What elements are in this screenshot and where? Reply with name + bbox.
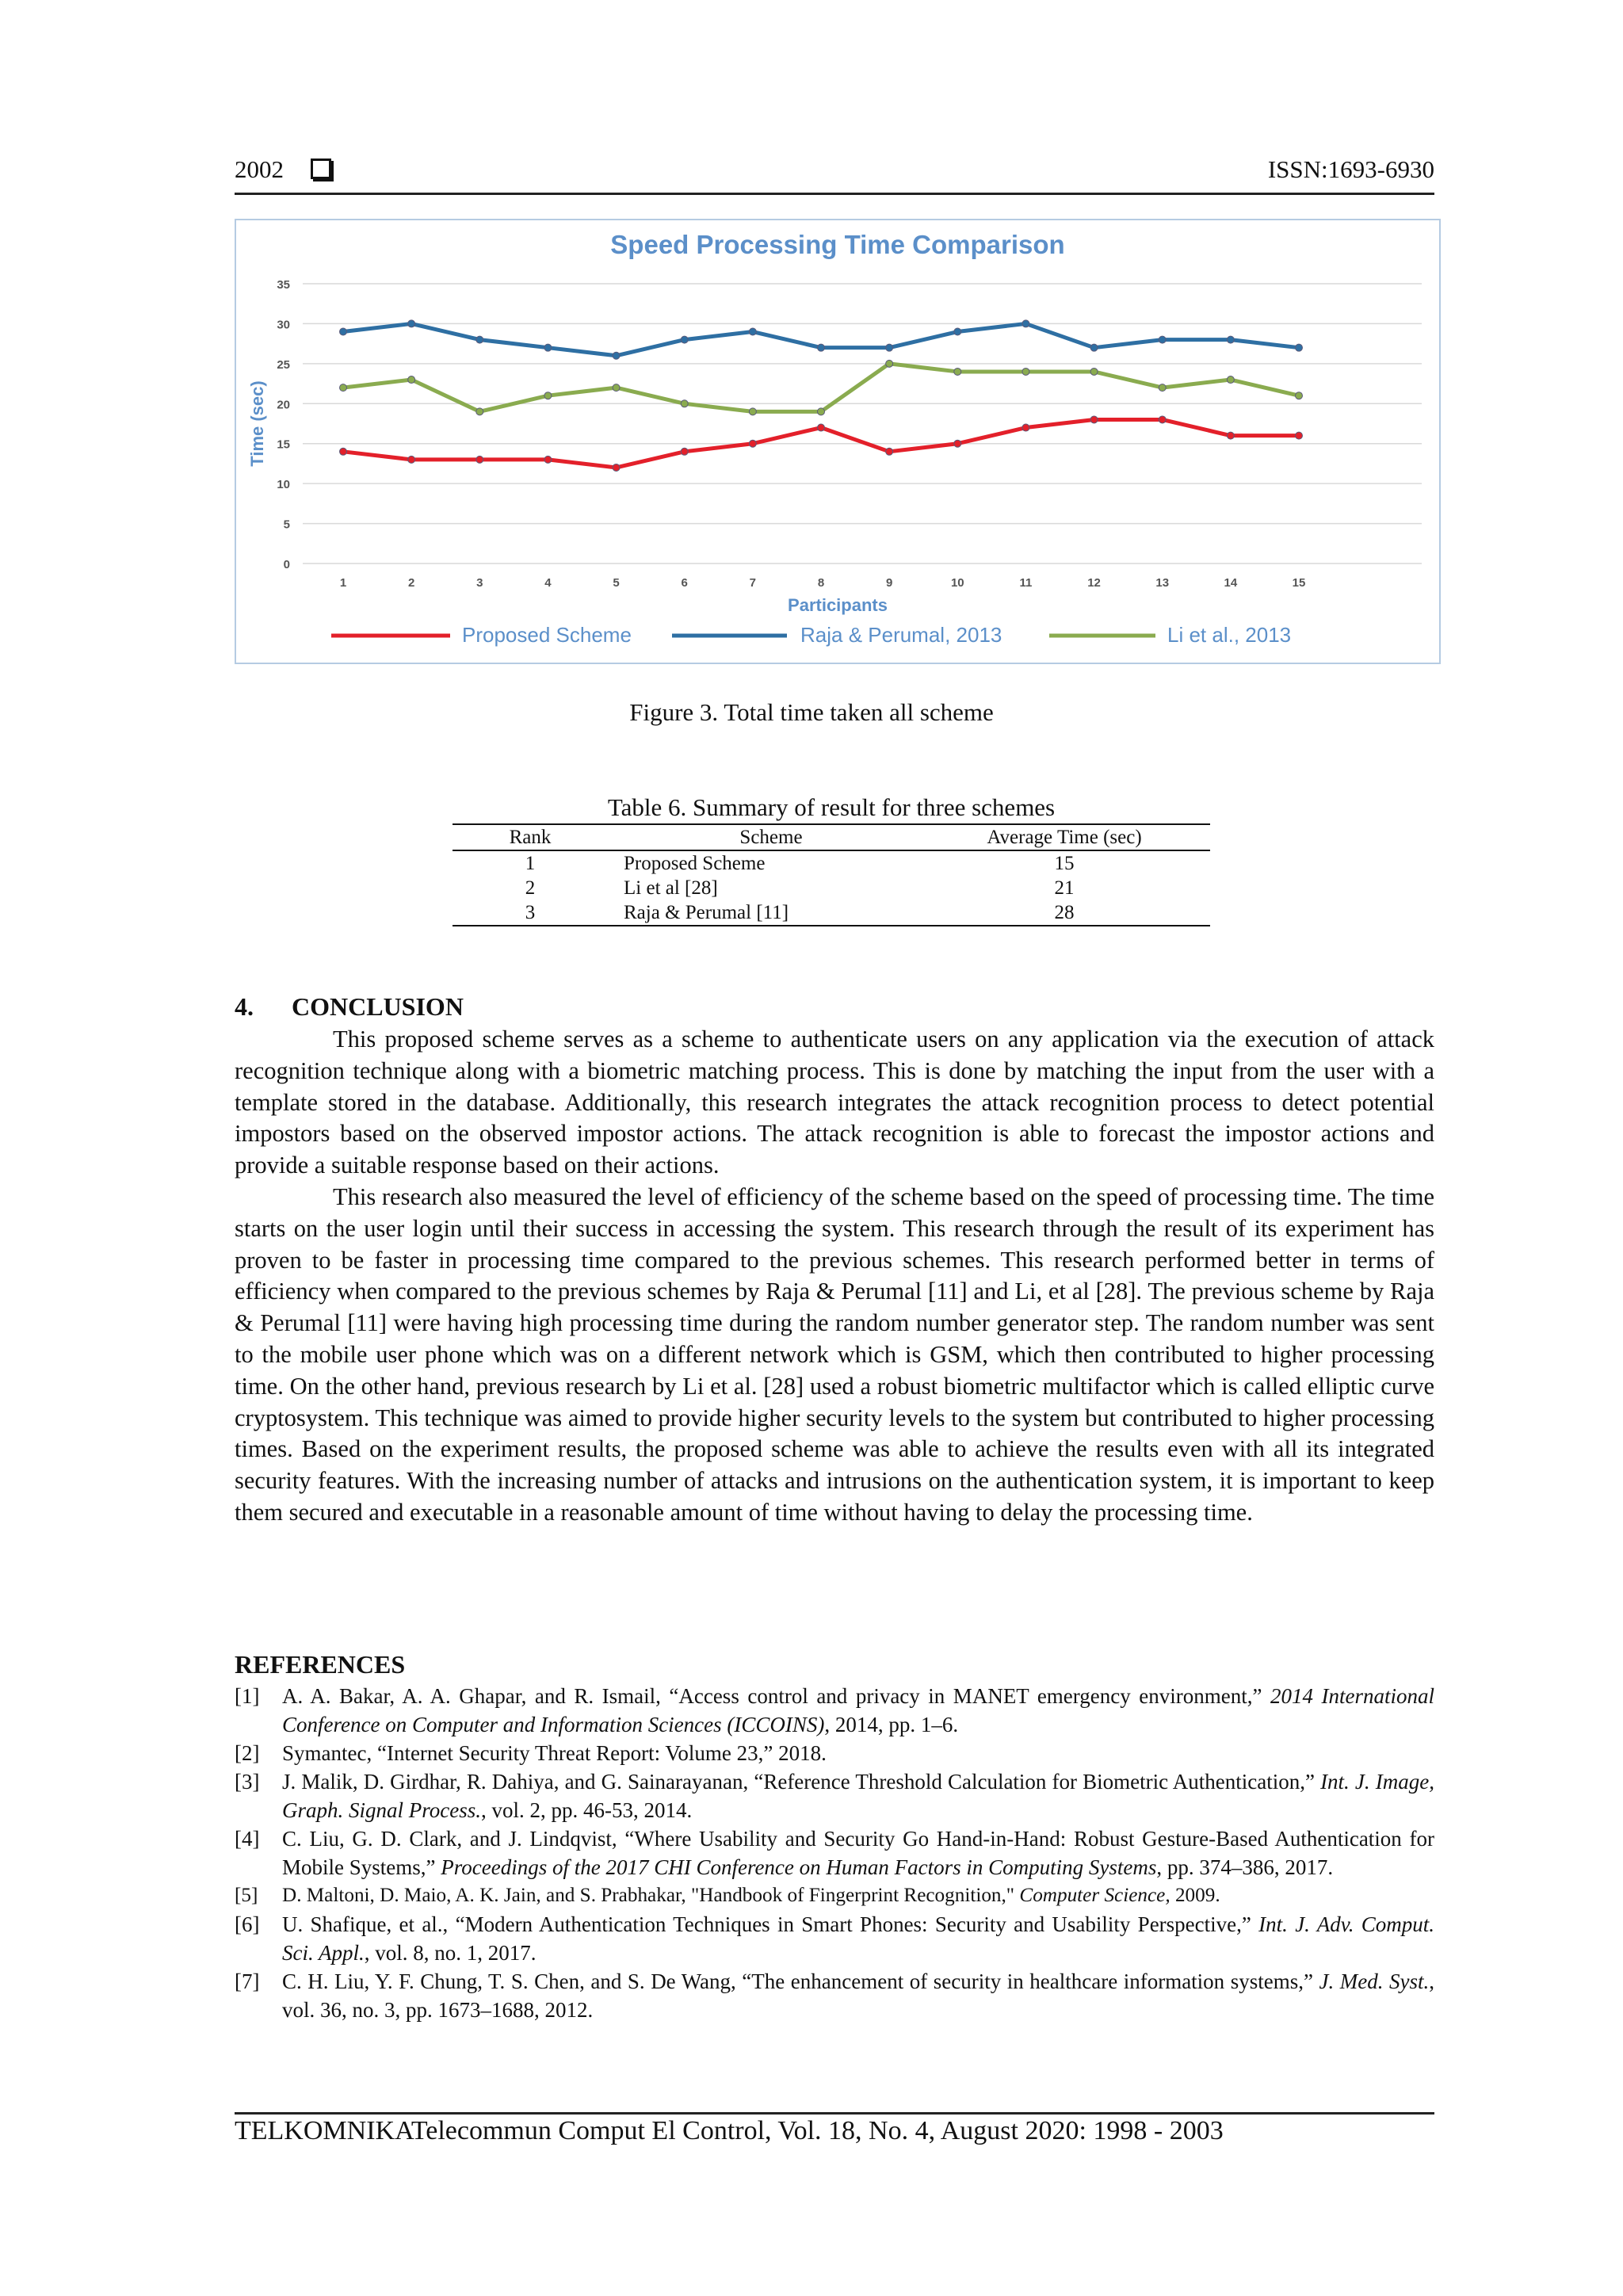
square-bullet-icon — [311, 159, 331, 179]
column-header-average-time: Average Time (sec) — [987, 827, 1142, 848]
reference-text: C. H. Liu, Y. F. Chung, T. S. Chen, and S. De Wang, “The enhancement of security in healthcare information systems,” — [282, 1969, 1319, 1993]
series-line — [343, 364, 1299, 412]
reference-text: Symantec, “Internet Security Threat Report: Volume 23,” 2018. — [282, 1741, 827, 1765]
data-point — [954, 328, 961, 335]
data-point — [340, 384, 347, 392]
reference-source: Int. J. Image, Graph. Signal Process. — [282, 1770, 1434, 1822]
x-tick-label: 13 — [1155, 576, 1170, 590]
data-point — [886, 360, 893, 367]
section-heading — [235, 992, 464, 1022]
reference-item — [235, 1824, 1434, 1881]
data-point — [681, 400, 688, 407]
x-tick-label: 1 — [339, 576, 347, 590]
y-tick-label: 20 — [277, 398, 290, 412]
data-point — [544, 456, 552, 463]
reference-number: [7] — [235, 1969, 260, 1993]
x-tick-label: 10 — [950, 576, 964, 590]
x-tick-label: 3 — [476, 576, 483, 590]
data-point — [1227, 336, 1234, 343]
reference-item — [235, 1910, 1434, 1967]
reference-number: [3] — [235, 1770, 260, 1794]
data-point — [340, 448, 347, 455]
x-tick-label: 5 — [613, 576, 620, 590]
page-header — [235, 155, 1434, 190]
section-title: CONCLUSION — [292, 992, 464, 1021]
x-tick-label: 8 — [817, 576, 825, 590]
reference-details: , vol. 8, no. 1, 2017. — [364, 1941, 537, 1965]
data-point — [1022, 368, 1029, 375]
data-point — [954, 440, 961, 447]
x-tick-label: 12 — [1087, 576, 1101, 590]
data-point — [749, 328, 756, 335]
scheme-cell: Raja & Perumal [11] — [624, 902, 789, 923]
data-point — [476, 336, 483, 343]
reference-details: 2009. — [1170, 1885, 1220, 1906]
reference-item — [235, 1682, 1434, 1739]
data-point — [1022, 424, 1029, 431]
data-point — [408, 376, 415, 384]
time-cell: 15 — [1054, 853, 1075, 874]
reference-text: D. Maltoni, D. Maio, A. K. Jain, and S. Prabhakar, "Handbook of Fingerprint Recognition," — [282, 1885, 1020, 1906]
reference-source: Int. J. Adv. Comput. Sci. Appl. — [282, 1912, 1434, 1965]
table-caption: Table 6. Summary of result for three schemes — [607, 793, 1056, 821]
figure-caption: Figure 3. Total time taken all scheme — [629, 698, 994, 726]
data-point — [818, 424, 825, 431]
reference-number: [4] — [235, 1827, 260, 1851]
reference-text: U. Shafique, et al., “Modern Authentication Techniques in Smart Phones: Security and Usability Perspective,” — [282, 1912, 1259, 1936]
footer-rule — [235, 2112, 1434, 2115]
reference-item — [235, 1739, 1434, 1767]
data-point — [681, 336, 688, 343]
legend-label: Li et al., 2013 — [1167, 623, 1292, 647]
y-tick-label: 0 — [283, 558, 290, 571]
reference-source: Proceedings of the 2017 CHI Conference on Human Factors in Computing Systems — [441, 1855, 1157, 1879]
reference-number: [6] — [235, 1912, 260, 1936]
reference-number: [1] — [235, 1684, 260, 1708]
data-point — [1227, 432, 1234, 439]
data-point — [681, 448, 688, 455]
x-tick-label: 4 — [544, 576, 552, 590]
data-point — [476, 408, 483, 415]
data-point — [749, 440, 756, 447]
column-header-scheme: Scheme — [739, 827, 803, 848]
rank-cell: 2 — [525, 877, 536, 899]
scheme-cell: Li et al [28] — [624, 877, 718, 899]
x-tick-label: 11 — [1019, 576, 1033, 590]
reference-item — [235, 1967, 1434, 2024]
reference-item — [235, 1767, 1434, 1824]
page-footer: TELKOMNIKATelecommun Comput El Control, Vol. 18, No. 4, August 2020: 1998 - 2003 — [235, 2116, 1224, 2145]
references-heading: REFERENCES — [235, 1650, 406, 1679]
data-point — [818, 344, 825, 351]
reference-source: 2014 International Conference on Computer and Information Sciences (ICCOINS) — [282, 1684, 1435, 1736]
reference-number: [2] — [235, 1741, 260, 1765]
data-point — [1090, 344, 1098, 351]
data-point — [544, 344, 552, 351]
data-point — [613, 352, 620, 359]
rank-cell: 3 — [525, 902, 536, 923]
reference-details: , vol. 36, no. 3, pp. 1673–1688, 2012. — [282, 1969, 1434, 2022]
data-point — [408, 320, 415, 327]
y-tick-label: 35 — [277, 278, 290, 292]
data-point — [408, 456, 415, 463]
conclusion-paragraph: This proposed scheme serves as a scheme to authenticate users on any application via the execution of attack recognition technique along with a biometric matching process. This is done by matching the input from the user with a template stored in the database. Additionally, this research integrates the attack recognition process to detect potential impostors based on the observed impostor actions. The attack recognition is able to forecast the impostor actions and provide a suitable response based on their actions. — [235, 1026, 1434, 1179]
x-tick-label: 9 — [885, 576, 893, 590]
data-point — [818, 408, 825, 415]
time-cell: 21 — [1054, 877, 1075, 899]
y-tick-label: 15 — [277, 437, 290, 452]
legend-label: Raja & Perumal, 2013 — [800, 623, 1002, 647]
data-point — [613, 464, 620, 471]
table-row — [453, 850, 1210, 876]
data-point — [1159, 384, 1166, 392]
scheme-cell: Proposed Scheme — [624, 853, 766, 874]
reference-source: Computer Science, — [1019, 1885, 1170, 1906]
line-chart — [236, 220, 1439, 663]
data-point — [340, 328, 347, 335]
data-point — [1296, 432, 1303, 439]
table-row — [453, 900, 1210, 926]
data-point — [749, 408, 756, 415]
y-axis-label: Time (sec) — [247, 380, 267, 467]
x-tick-label: 2 — [407, 576, 415, 590]
x-tick-label: 7 — [749, 576, 757, 590]
x-tick-label: 15 — [1292, 576, 1306, 590]
data-point — [1159, 416, 1166, 423]
rank-cell: 1 — [525, 853, 536, 874]
data-point — [1296, 392, 1303, 399]
data-point — [1090, 368, 1098, 375]
x-axis-label: Participants — [788, 595, 888, 615]
reference-item — [235, 1881, 1434, 1910]
reference-details: , pp. 374–386, 2017. — [1156, 1855, 1334, 1879]
data-point — [476, 456, 483, 463]
issn: ISSN:1693-6930 — [1267, 155, 1434, 183]
data-point — [1159, 336, 1166, 343]
table-row — [453, 876, 1210, 900]
header-rule — [235, 193, 1434, 195]
table-header-row — [453, 824, 1210, 850]
reference-text: J. Malik, D. Girdhar, R. Dahiya, and G. Sainarayanan, “Reference Threshold Calculation for Biometric Authentication,” — [282, 1770, 1321, 1794]
chart-title: Speed Processing Time Comparison — [610, 230, 1065, 259]
data-point — [1227, 376, 1234, 384]
y-tick-label: 5 — [283, 518, 290, 532]
data-point — [1022, 320, 1029, 327]
reference-source: J. Med. Syst. — [1319, 1969, 1430, 1993]
reference-list — [235, 1682, 1434, 2024]
data-point — [886, 448, 893, 455]
y-tick-label: 10 — [277, 478, 290, 492]
column-header-rank: Rank — [509, 827, 552, 848]
y-tick-label: 25 — [277, 357, 290, 372]
data-point — [954, 368, 961, 375]
y-tick-label: 30 — [277, 318, 290, 332]
reference-details: , 2014, pp. 1–6. — [824, 1713, 959, 1736]
x-tick-label: 6 — [681, 576, 688, 590]
reference-details: , vol. 2, pp. 46-53, 2014. — [481, 1798, 693, 1822]
data-point — [544, 392, 552, 399]
reference-number: [5] — [235, 1885, 258, 1906]
data-point — [1296, 344, 1303, 351]
page-number: 2002 — [235, 155, 284, 183]
summary-table — [453, 823, 1210, 926]
reference-text: A. A. Bakar, A. A. Ghapar, and R. Ismail, “Access control and privacy in MANET emergency environment,” — [282, 1684, 1270, 1708]
chart-figure — [235, 219, 1441, 664]
section-number: 4. — [235, 992, 254, 1021]
legend-label: Proposed Scheme — [462, 623, 632, 647]
reference-text: C. Liu, G. D. Clark, and J. Lindqvist, “Where Usability and Security Go Hand-in-Hand: Robust Gesture-Based Authentication for Mobile Systems,” — [282, 1827, 1434, 1879]
data-point — [613, 384, 620, 392]
data-point — [1090, 416, 1098, 423]
time-cell: 28 — [1054, 902, 1075, 923]
x-tick-label: 14 — [1224, 576, 1238, 590]
conclusion-paragraph: This research also measured the level of efficiency of the scheme based on the speed of processing time. The time starts on the user login until their success in accessing the system. This research through the result of its experiment has proven to be faster in processing time compared to the previous schemes. This research performed better in terms of efficiency when compared to the previous schemes by Raja & Perumal [11] and Li, et al [28]. The previous scheme by Raja & Perumal [11] were having high processing time during the random number generator step. The random number was sent to the mobile user phone which was on a different network which is GSM, which then contributed to higher processing time. On the other hand, previous research by Li et al. [28] used a robust biometric multifactor which is called elliptic curve cryptosystem. This technique was aimed to provide higher security levels to the system but contributed to higher processing times. Based on the experiment results, the proposed scheme was able to achieve the results even with all its integrated security features. With the increasing number of attacks and intrusions on the authentication system, it is important to keep them secured and executable in a reasonable amount of time without having to delay the processing time. — [235, 1183, 1434, 1526]
data-point — [886, 344, 893, 351]
